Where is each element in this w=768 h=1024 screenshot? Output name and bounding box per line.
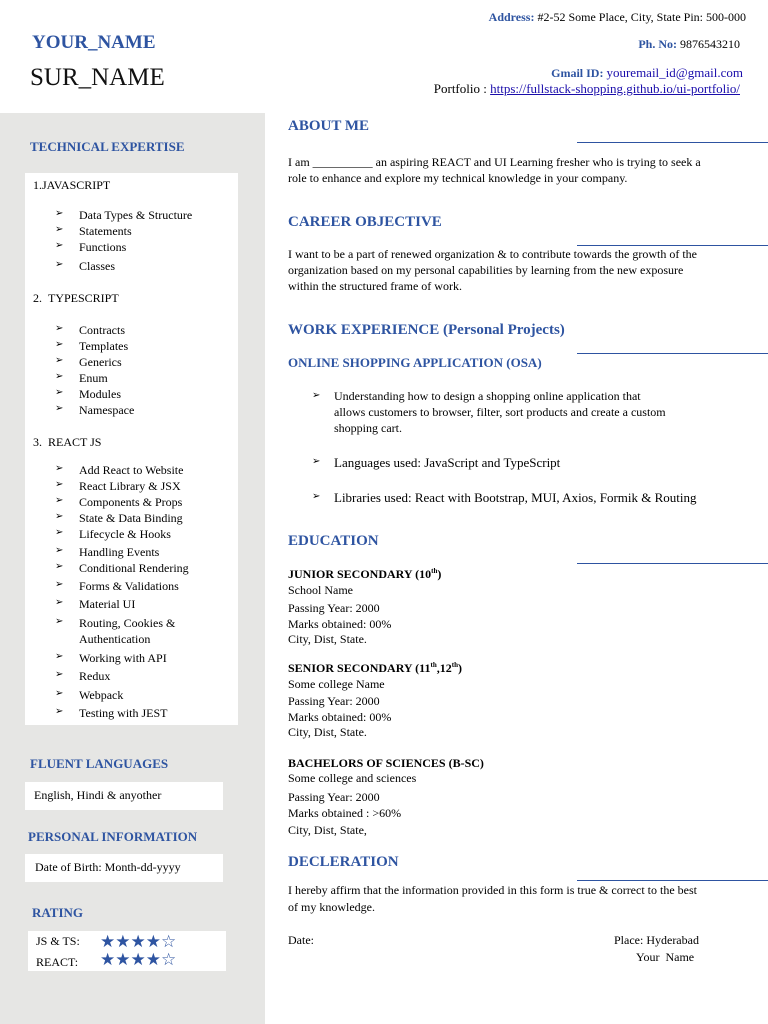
address-line [489,10,746,25]
date-label: Date: [288,933,314,947]
skill-section-javascript: 1.JAVASCRIPT [33,178,111,192]
date-of-birth: Date of Birth: Month-dd-yyyy [35,860,181,874]
divider [577,142,768,143]
email-line [551,65,743,81]
project-bullet: ➢ Understanding how to design a shopping online application that allows customers to browser, filter, sort products and create a custom shopping cart. [312,389,666,435]
skills-panel: 1.JAVASCRIPT ➢ Data Types & Structure ➢ Statements ➢ Functions ➢ Classes 2. TYPESCRIPT ➢ Contracts ➢ Templates ➢ Generics ➢ Enum ➢ Modules ➢ Namespace 3. REACT JS ➢ Add React to Website ➢ React Library & JSX ➢ Components & Props ➢ State & Data Binding ➢ Lifecycle & Hooks ➢ Handling Events ➢ Conditional Rendering ➢ Forms & Validations ➢ Material UI ➢ Routing, Cookies & Authentication ➢ Working with API ➢ Redux ➢ Webpack ➢ Testing with JEST [25,173,238,725]
languages-value: English, Hindi & anyother [34,788,162,802]
fluent-languages-heading: FLUENT LANGUAGES [30,756,169,771]
rating-label-js-ts: JS & TS: [36,934,80,948]
education-line: School Name [288,583,353,597]
personal-information-heading: PERSONAL INFORMATION [28,829,198,844]
star-filled-icon: ★ [115,950,131,969]
declaration-text: I hereby affirm that the information provided in this form is true & correct to the best of my knowledge. [288,883,697,914]
star-filled-icon: ★ [100,950,116,969]
skill-section-title: JAVASCRIPT [42,178,111,192]
rating-label-react: REACT: [36,955,79,969]
divider [577,353,768,354]
star-filled-icon: ★ [145,932,161,951]
portfolio-label: Portfolio : [433,81,487,96]
education-line: City, Dist, State. [288,632,367,646]
portfolio-link[interactable]: https://fullstack-shopping.github.io/ui-portfolio/ [490,81,740,96]
education-line: Passing Year: 2000 [288,601,380,615]
education-heading: EDUCATION [288,533,379,549]
email-label: Gmail ID: [551,66,604,80]
first-name: YOUR_NAME [32,32,156,53]
star-filled-icon: ★ [145,950,161,969]
rating-stars-react [100,951,176,970]
signature-name: Your Name [636,950,695,964]
education-line: Marks obtained: 00% [288,617,392,631]
education-line: Passing Year: 2000 [288,694,380,708]
place-label: Place: Hyderabad [614,933,699,947]
last-name: SUR_NAME [30,64,165,91]
skill-section-title: REACT JS [48,435,102,449]
rating-panel [28,931,226,971]
education-line: Some college Name [288,677,385,691]
education-title-junior: JUNIOR SECONDARY (10th) [288,567,442,581]
email-value[interactable]: youremail_id@gmail.com [606,65,743,80]
divider [577,563,768,564]
address-value: #2-52 Some Place, City, State Pin: 500-000 [537,10,746,24]
star-filled-icon: ★ [100,932,116,951]
languages-panel [25,782,223,810]
work-experience-heading: WORK EXPERIENCE (Personal Projects) [288,322,565,338]
education-title-bachelors: BACHELORS OF SCIENCES (B-SC) [288,756,484,770]
about-me-heading: ABOUT ME [288,118,369,134]
phone-value: 9876543210 [680,37,740,51]
skill-section-title: TYPESCRIPT [48,291,119,305]
portfolio-line [434,81,740,97]
career-objective-heading: CAREER OBJECTIVE [288,214,442,230]
star-empty-icon: ☆ [161,950,177,969]
technical-expertise-heading: TECHNICAL EXPERTISE [30,139,185,154]
education-line: Marks obtained: 00% [288,710,392,724]
education-line: Some college and sciences [288,771,417,785]
education-line: City, Dist, State. [288,725,367,739]
career-objective-text: I want to be a part of renewed organization & to contribute towards the growth of the organization based on my personal capabilities by learning from the new exposure within the structured frame of work. [288,247,697,293]
project-title: ONLINE SHOPPING APPLICATION (OSA) [288,355,542,370]
education-title-senior: SENIOR SECONDARY (11th,12th) [288,661,462,675]
phone-line [638,37,740,52]
education-line: City, Dist, State, [288,823,367,837]
star-filled-icon: ★ [130,932,146,951]
phone-label: Ph. No: [638,37,677,51]
star-filled-icon: ★ [130,950,146,969]
education-line: Passing Year: 2000 [288,790,380,804]
education-line: Marks obtained : >60% [288,806,402,820]
rating-heading: RATING [32,905,84,920]
star-filled-icon: ★ [115,932,131,951]
declaration-heading: DECLERATION [288,854,399,870]
star-empty-icon: ☆ [161,932,177,951]
skill-section-typescript: 2. TYPESCRIPT [33,291,119,305]
libraries-used: ➢ Libraries used: React with Bootstrap, MUI, Axios, Formik & Routing [312,490,697,505]
divider [577,880,768,881]
personal-panel [25,854,223,882]
address-label: Address: [488,10,535,24]
about-me-text: I am __________ an aspiring REACT and UI Learning fresher who is trying to seek a role to enhance and explore my technical knowledge in your company. [288,155,701,185]
languages-used: ➢ Languages used: JavaScript and TypeScript [312,455,561,470]
skill-section-react: 3. REACT JS [33,435,102,449]
